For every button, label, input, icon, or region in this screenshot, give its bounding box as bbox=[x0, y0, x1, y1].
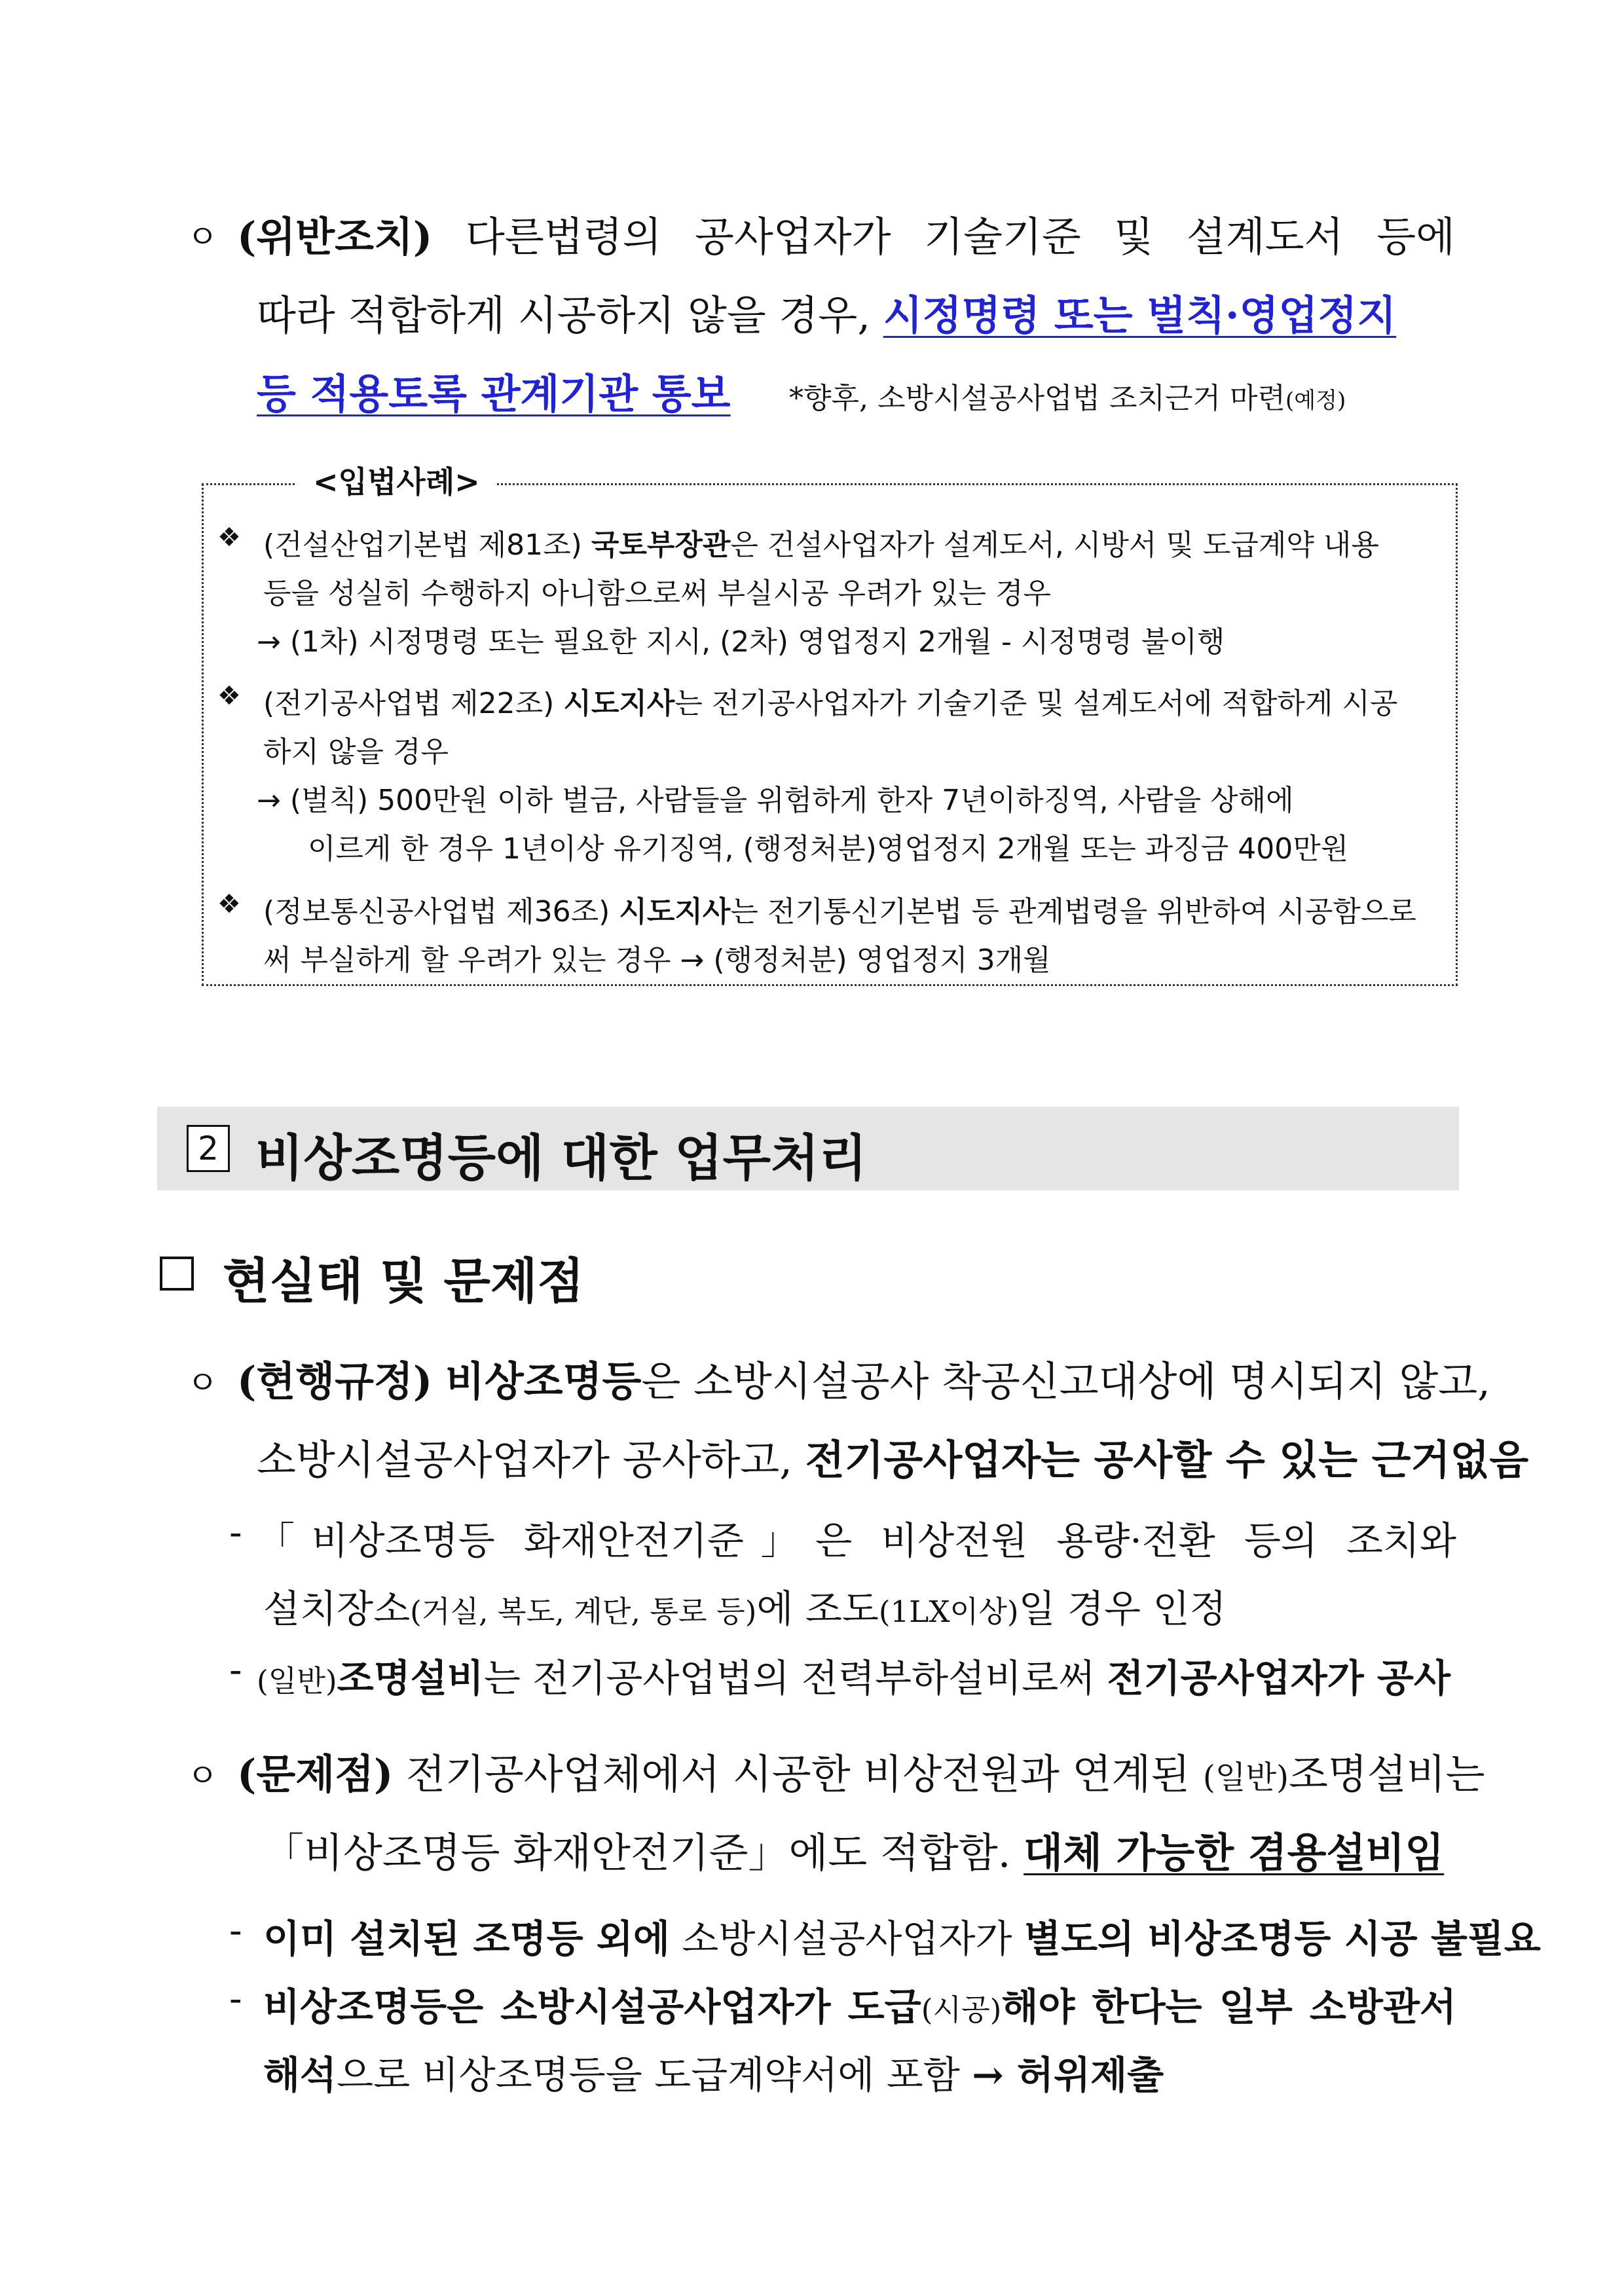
legislative-cases-title: <입법사례> bbox=[296, 458, 497, 502]
violation-line-3: 등 적용토록 관계기관 통보 *향후, 소방시설공사업법 조치근거 마련(예정) bbox=[257, 370, 1346, 418]
section-number: 2 bbox=[187, 1125, 230, 1172]
dash-bullet: - bbox=[229, 1908, 242, 1953]
diamond-icon: ❖ bbox=[217, 889, 241, 919]
bullet: ㅇ bbox=[187, 1757, 219, 1795]
dash-bullet: - bbox=[229, 1647, 242, 1692]
diamond-icon: ❖ bbox=[217, 523, 241, 553]
bullet: ㅇ bbox=[187, 218, 219, 256]
dual-use-equipment-underline: 대체 가능한 겸용설비임 bbox=[1024, 1829, 1445, 1877]
dash-bullet: - bbox=[229, 1976, 242, 2021]
penalty-link[interactable]: 시정명령 또는 벌칙·영업정지 bbox=[883, 291, 1397, 339]
notify-agency-link[interactable]: 등 적용토록 관계기관 통보 bbox=[257, 370, 731, 418]
diamond-icon: ❖ bbox=[217, 681, 241, 711]
section-title: 비상조명등에 대한 업무처리 bbox=[255, 1129, 867, 1187]
violation-line-1: (위반조치) 다른법령의 공사업자가 기술기준 및 설계도서 등에 bbox=[237, 213, 1455, 261]
bullet: ㅇ bbox=[187, 1364, 219, 1402]
square-bullet-icon bbox=[160, 1257, 194, 1291]
violation-line-2: 따라 적합하게 시공하지 않을 경우, 시정명령 또는 벌칙·영업정지 bbox=[257, 291, 1397, 339]
subsection-title: 현실태 및 문제점 bbox=[223, 1253, 584, 1310]
dash-bullet: - bbox=[229, 1510, 242, 1554]
